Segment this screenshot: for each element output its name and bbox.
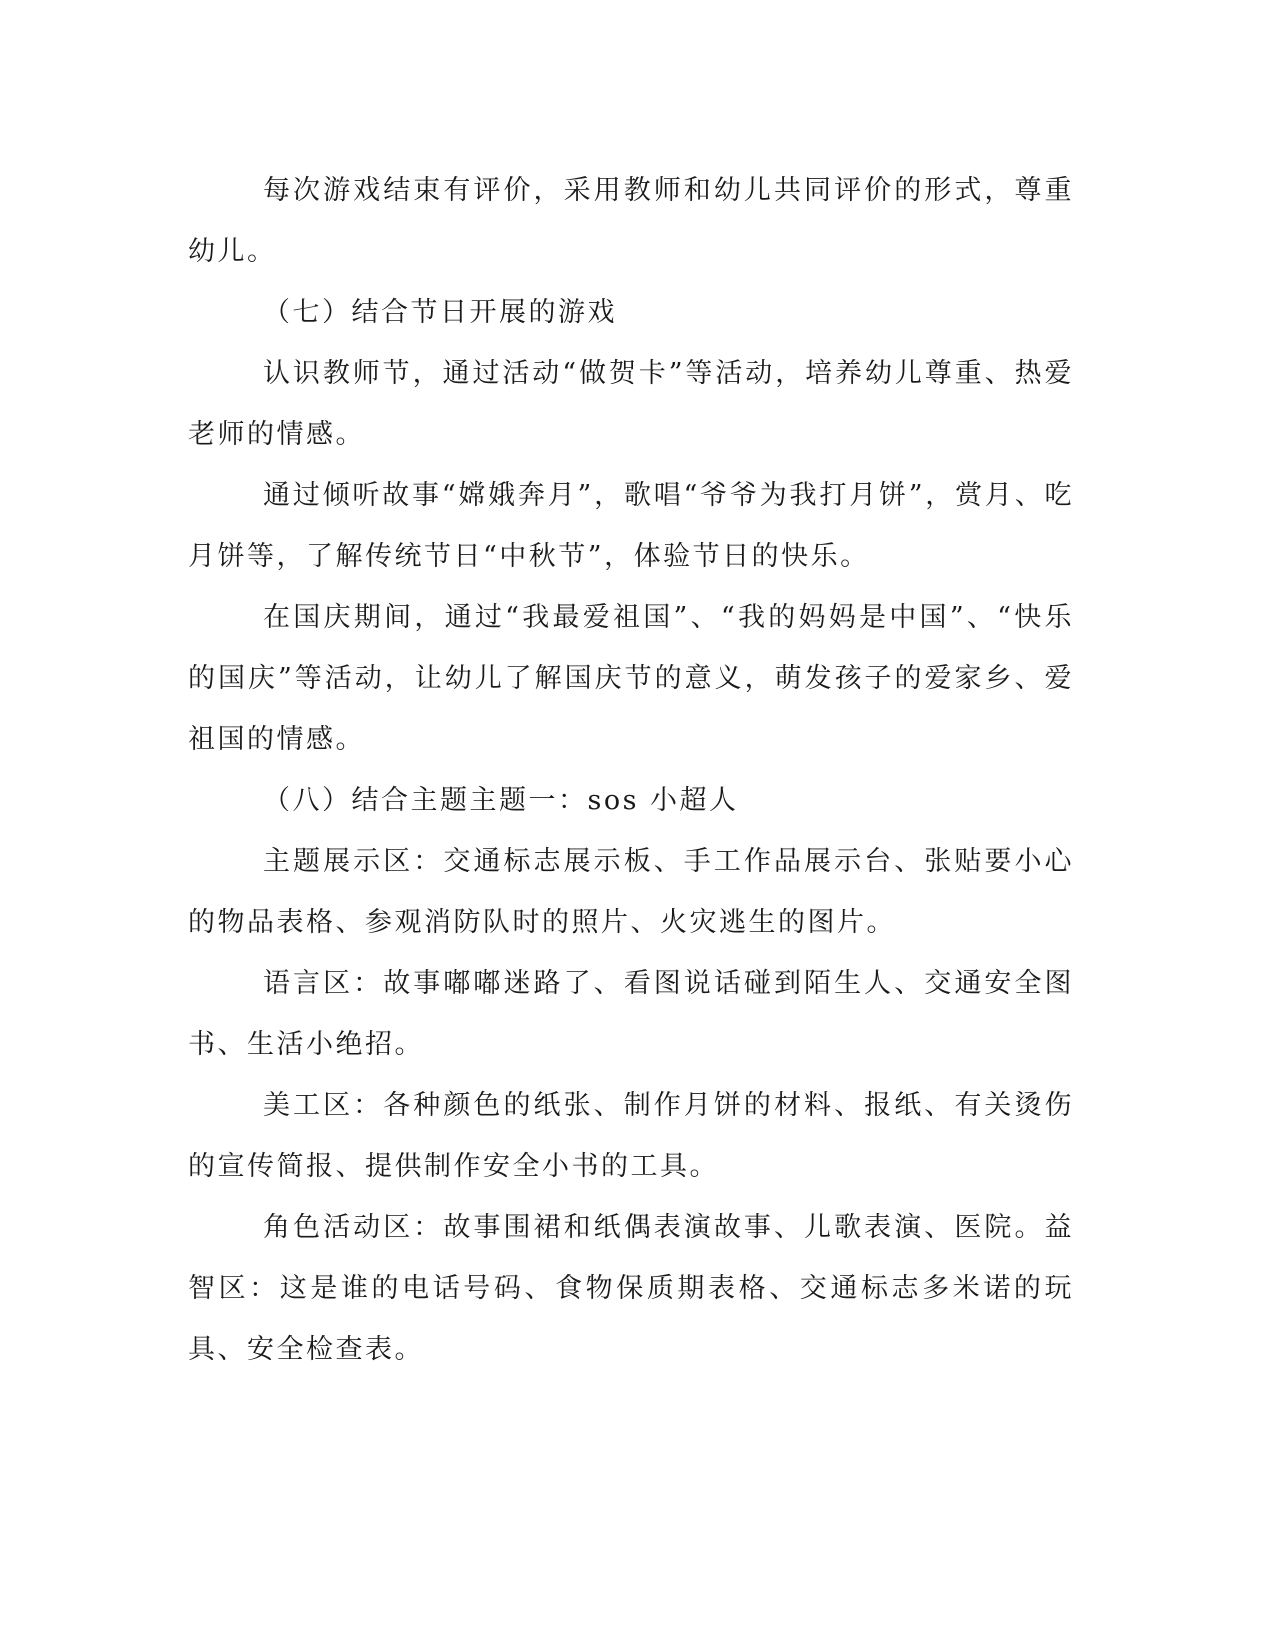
paragraph-language-area: 语言区：故事嘟嘟迷路了、看图说话碰到陌生人、交通安全图书、生活小绝招。 [188,968,1074,1060]
paragraph-theme-display-area: 主题展示区：交通标志展示板、手工作品展示台、张贴要小心的物品表格、参观消防队时的照片、火灾逃生的图片。 [188,846,1074,938]
paragraph-art-area: 美工区：各种颜色的纸张、制作月饼的材料、报纸、有关烫伤的宣传简报、提供制作安全小书的工具。 [188,1090,1074,1182]
paragraph-national-day: 在国庆期间，通过“我最爱祖国”、“我的妈妈是中国”、“快乐的国庆”等活动，让幼儿了解国庆节的意义，萌发孩子的爱家乡、爱祖国的情感。 [188,602,1074,755]
section-heading-theme-sos: （八）结合主题主题一：sos 小超人 [263,785,739,816]
paragraph-evaluation: 每次游戏结束有评价，采用教师和幼儿共同评价的形式，尊重幼儿。 [188,175,1074,267]
paragraph-mid-autumn: 通过倾听故事“嫦娥奔月”，歌唱“爷爷为我打月饼”，赏月、吃月饼等，了解传统节日“中秋节”，体验节日的快乐。 [188,480,1074,572]
paragraph-role-play-area: 角色活动区：故事围裙和纸偶表演故事、儿歌表演、医院。益智区：这是谁的电话号码、食物保质期表格、交通标志多米诺的玩具、安全检查表。 [188,1212,1074,1365]
document-body [188,160,1074,1380]
paragraph-teachers-day: 认识教师节，通过活动“做贺卡”等活动，培养幼儿尊重、热爱老师的情感。 [188,358,1074,450]
section-heading-festival-games: （七）结合节日开展的游戏 [263,297,617,328]
